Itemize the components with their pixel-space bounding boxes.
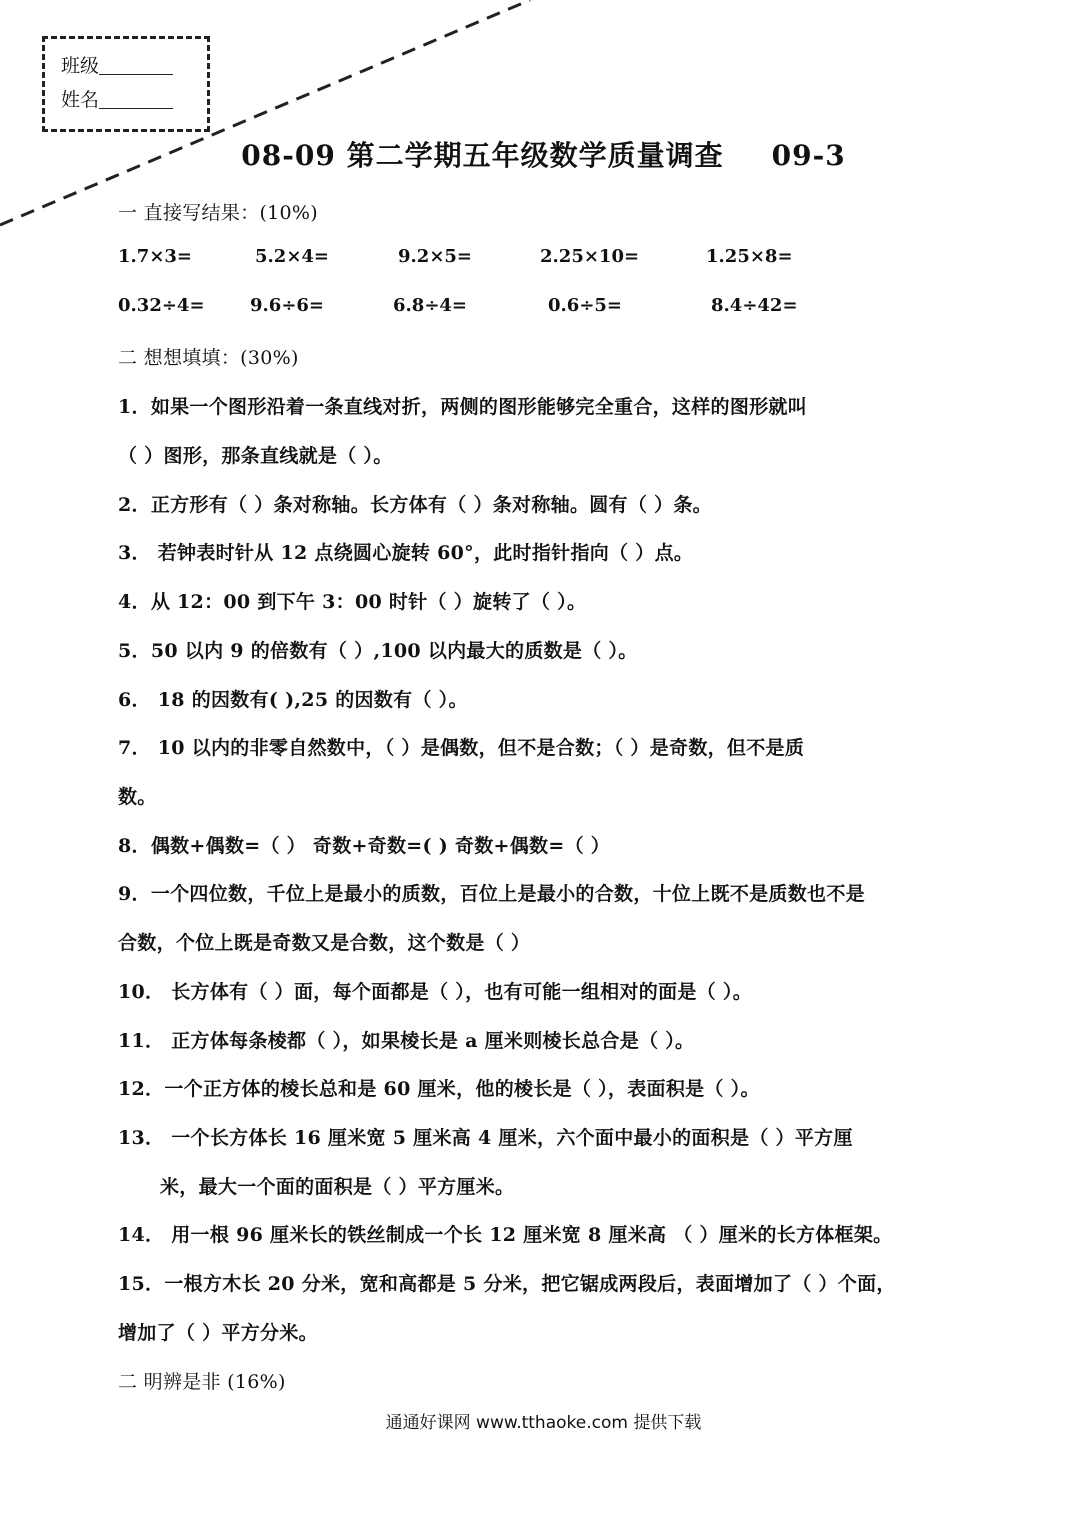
calc-item: 1.7×3= [118, 246, 193, 267]
question-line: （ ）图形，那条直线就是（ ）。 [118, 445, 393, 467]
page-title [0, 134, 1087, 174]
question-line: 10． 长方体有（ ）面，每个面都是（ ），也有可能一组相对的面是（ ）。 [118, 981, 753, 1003]
title-main: 08-09 第二学期五年级数学质量调查 [241, 139, 724, 172]
question-line: 米，最大一个面的面积是（ ）平方厘米。 [160, 1176, 515, 1198]
question-line: 14． 用一根 96 厘米长的铁丝制成一个长 12 厘米宽 8 厘米高 （ ）厘米的长方体框架。 [118, 1224, 893, 1246]
question-line: 7． 10 以内的非零自然数中，（ ）是偶数，但不是合数；（ ）是奇数，但不是质 [118, 737, 805, 759]
calc-item: 8.4÷42= [711, 295, 798, 316]
question-line: 5．50 以内 9 的倍数有（ ）,100 以内最大的质数是（ ）。 [118, 640, 638, 662]
calc-item: 0.32÷4= [118, 295, 205, 316]
question-line: 增加了（ ）平方分米。 [118, 1322, 318, 1344]
class-field[interactable] [61, 49, 207, 83]
question-line: 12．一个正方体的棱长总和是 60 厘米，他的棱长是（ ），表面积是（ ）。 [118, 1078, 760, 1100]
calc-item: 2.25×10= [540, 246, 640, 267]
name-field[interactable] [61, 83, 207, 117]
question-line: 合数，个位上既是奇数又是合数，这个数是（ ） [118, 932, 531, 954]
calc-item: 0.6÷5= [548, 295, 623, 316]
question-line: 3． 若钟表时针从 12 点绕圆心旋转 60°，此时指针指向（ ）点。 [118, 542, 694, 564]
question-line: 数。 [118, 786, 157, 808]
title-code: 09-3 [771, 139, 846, 172]
class-blank[interactable] [99, 74, 173, 75]
question-line: 8．偶数+偶数=（ ） 奇数+奇数=( ) 奇数+偶数=（ ） [118, 835, 611, 857]
calc-item: 1.25×8= [706, 246, 793, 267]
question-line: 2．正方形有（ ）条对称轴。长方体有（ ）条对称轴。圆有（ ）条。 [118, 494, 712, 516]
question-line: 4．从 12：00 到下午 3：00 时针（ ）旋转了（ ）。 [118, 591, 587, 613]
calc-item: 5.2×4= [255, 246, 330, 267]
question-line: 15．一根方木长 20 分米，宽和高都是 5 分米，把它锯成两段后，表面增加了（ ）个面， [118, 1273, 896, 1295]
name-label: 姓名 [61, 89, 100, 111]
question-line: 6． 18 的因数有( ),25 的因数有（ ）。 [118, 689, 468, 711]
section2-heading: 二 想想填填：(30%) [118, 347, 299, 369]
question-line: 9．一个四位数，千位上是最小的质数，百位上是最小的合数，十位上既不是质数也不是 [118, 883, 865, 905]
section3-heading: 二 明辨是非 (16%) [118, 1371, 286, 1393]
section1-heading: 一 直接写结果：(10%) [118, 202, 318, 224]
calc-item: 9.2×5= [398, 246, 473, 267]
question-line: 1．如果一个图形沿着一条直线对折，两侧的图形能够完全重合，这样的图形就叫 [118, 396, 808, 418]
name-blank[interactable] [99, 108, 173, 109]
calc-item: 9.6÷6= [250, 295, 325, 316]
question-line: 11． 正方体每条棱都（ ），如果棱长是 a 厘米则棱长总合是（ ）。 [118, 1030, 695, 1052]
class-label: 班级 [61, 55, 100, 77]
footer-credit: 通通好课网 www.tthaoke.com 提供下载 [385, 1413, 702, 1433]
calc-item: 6.8÷4= [393, 295, 468, 316]
question-line: 13． 一个长方体长 16 厘米宽 5 厘米高 4 厘米，六个面中最小的面积是（ ）平方厘 [118, 1127, 853, 1149]
student-info-box [42, 36, 210, 132]
